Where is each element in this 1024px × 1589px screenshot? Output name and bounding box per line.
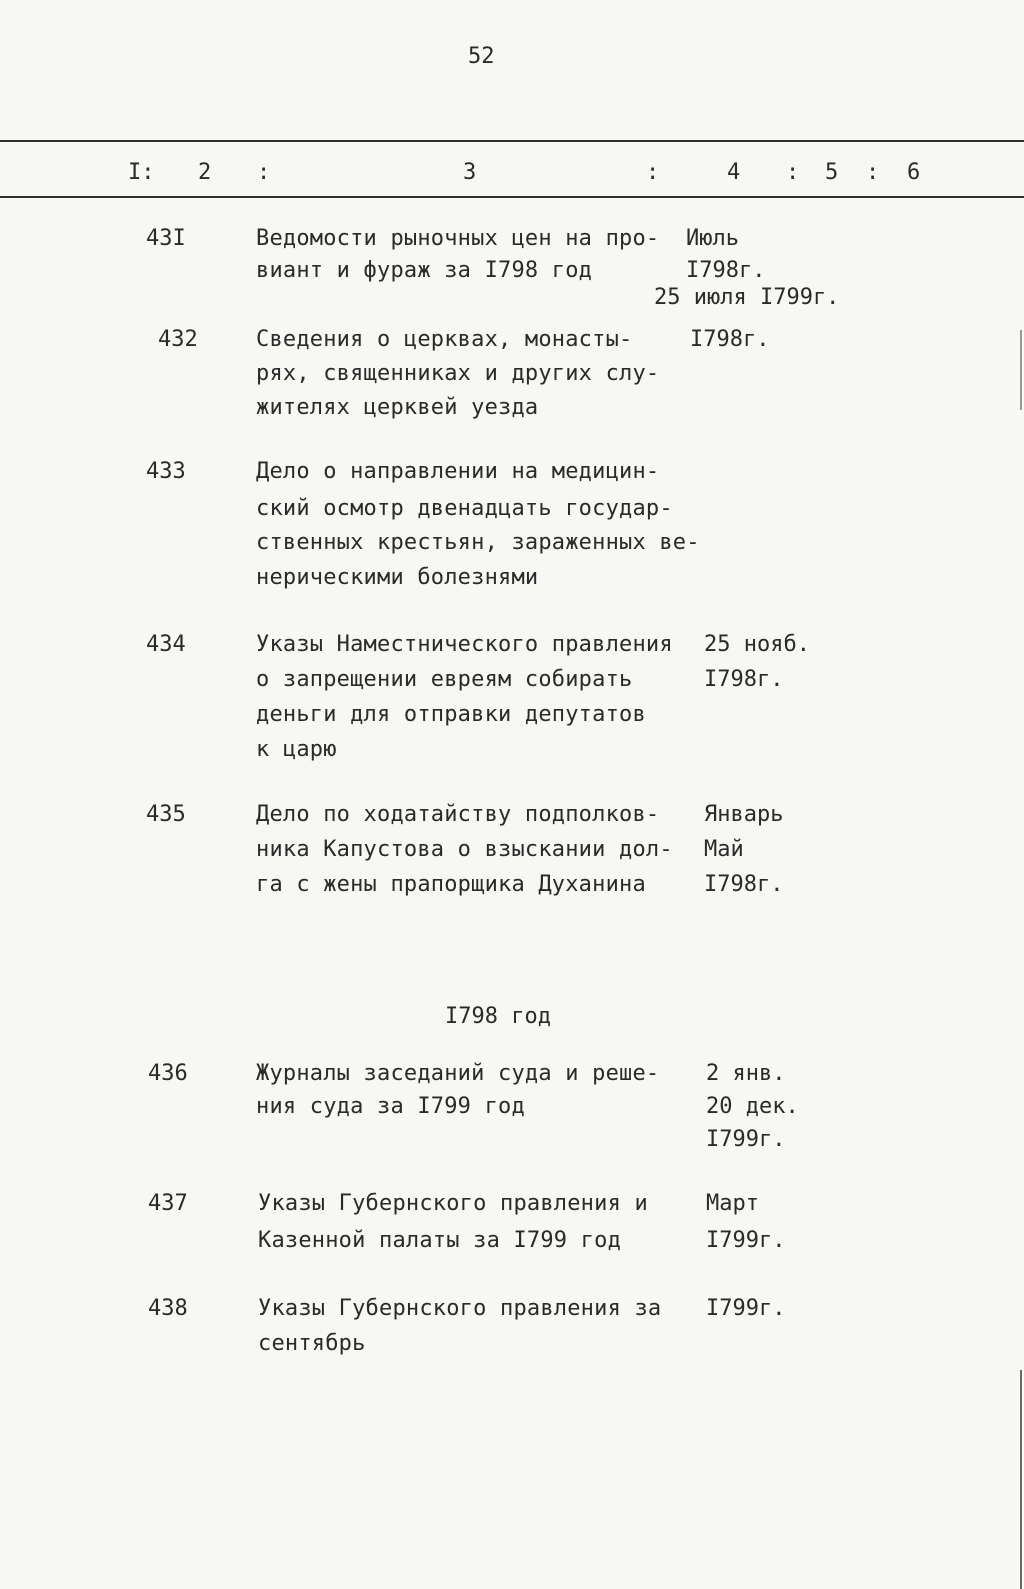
entry-title-line: о запрещении евреям собирать [256, 667, 633, 692]
header-col-1: I: [128, 160, 155, 185]
entry-title-line: нерическими болезнями [256, 565, 539, 590]
page-number: 52 [468, 44, 495, 69]
scan-edge-mark [1020, 1370, 1022, 1589]
entry-title-line: Указы Губернского правления за [258, 1296, 662, 1321]
entry-title-line: Казенной палаты за I799 год [258, 1228, 622, 1253]
entry-number: 436 [148, 1061, 188, 1086]
entry-title-line: сентябрь [258, 1331, 366, 1356]
entry-number: 432 [158, 327, 198, 352]
entry-title-line: к царю [256, 737, 337, 762]
entry-number: 435 [146, 802, 186, 827]
entry-title-line: Дело по ходатайству подполков- [256, 802, 660, 827]
entry-title-line: ника Капустова о взыскании дол- [256, 837, 673, 862]
entry-title-line: Указы Губернского правления и [258, 1191, 648, 1216]
header-separator: : [866, 160, 880, 185]
entry-date: Июль [686, 226, 739, 251]
entry-title-line: Журналы заседаний суда и реше- [256, 1061, 660, 1086]
entry-number: 433 [146, 459, 186, 484]
header-col-3: 3 [463, 160, 477, 185]
header-separator: : [786, 160, 800, 185]
header-bottom-rule [0, 196, 1024, 198]
entry-date: I799г. [706, 1127, 786, 1152]
entry-date: I799г. [706, 1228, 786, 1253]
scan-edge-mark [1020, 330, 1022, 410]
entry-title-line: ский осмотр двенадцать государ- [256, 496, 673, 521]
header-separator: : [257, 160, 271, 185]
entry-date: 25 июля I799г. [654, 285, 840, 310]
entry-title-line: ния суда за I799 год [256, 1094, 525, 1119]
entry-date: 2 янв. [706, 1061, 786, 1086]
entry-title-line: ственных крестьян, зараженных ве- [256, 530, 700, 555]
entry-date: I798г. [690, 327, 770, 352]
entry-date: 25 нояб. [704, 632, 810, 657]
entry-title-line: Указы Наместнического правления [256, 632, 673, 657]
entry-title-line: виант и фураж за I798 год [256, 258, 593, 283]
header-separator: : [646, 160, 660, 185]
entry-title-line: деньги для отправки депутатов [256, 702, 646, 727]
entry-number: 438 [148, 1296, 188, 1321]
entry-date: Май [704, 837, 744, 862]
entry-date: I798г. [704, 872, 784, 897]
entry-title-line: Ведомости рыночных цен на про- [256, 226, 660, 251]
section-title: I798 год [445, 1004, 551, 1029]
entry-date: Январь [704, 802, 784, 827]
entry-date: 20 дек. [706, 1094, 799, 1119]
header-col-5: 5 [825, 160, 839, 185]
entry-number: 437 [148, 1191, 188, 1216]
entry-title-line: Дело о направлении на медицин- [256, 459, 660, 484]
entry-date: Март [706, 1191, 759, 1216]
entry-number: 43I [146, 226, 186, 251]
entry-date: I798г. [686, 258, 766, 283]
entry-title-line: га с жены прапорщика Духанина [256, 872, 646, 897]
header-col-2: 2 [198, 160, 212, 185]
entry-title-line: Сведения о церквах, монасты- [256, 327, 633, 352]
header-col-6: 6 [907, 160, 921, 185]
entry-date: I799г. [706, 1296, 786, 1321]
header-col-4: 4 [727, 160, 741, 185]
entry-title-line: рях, священниках и других слу- [256, 361, 660, 386]
entry-date: I798г. [704, 667, 784, 692]
entry-title-line: жителях церквей уезда [256, 395, 539, 420]
entry-number: 434 [146, 632, 186, 657]
header-top-rule [0, 140, 1024, 142]
